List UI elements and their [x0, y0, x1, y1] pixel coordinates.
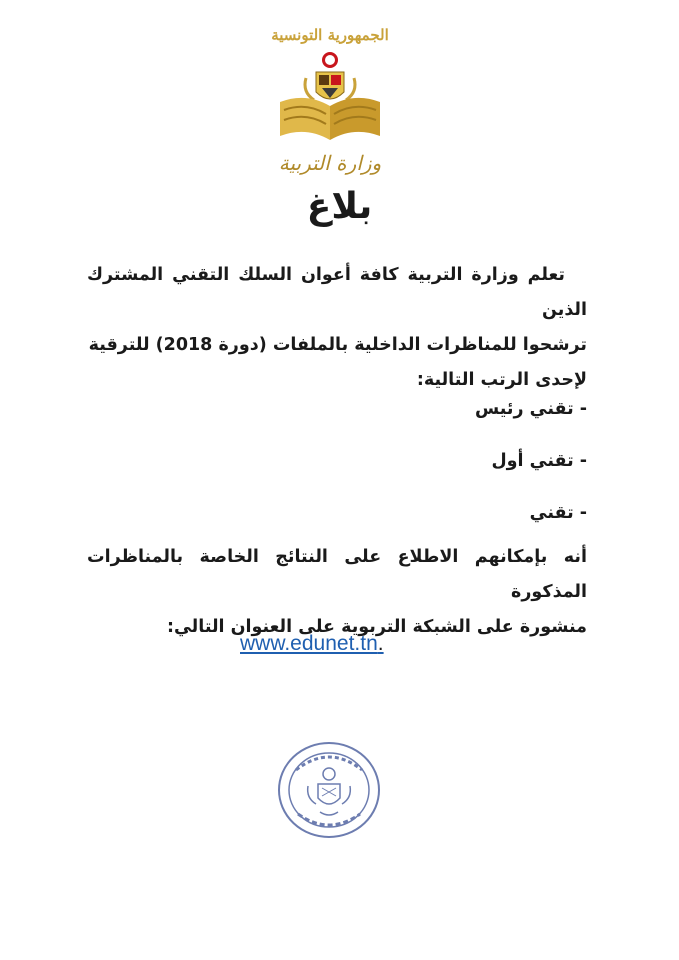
intro-line-2: ترشحوا للمناظرات الداخلية بالملفات (دورة 2018) للترقية: [88, 335, 587, 355]
grade-item-first-technician: - تقني أول: [491, 451, 587, 471]
edunet-link-text[interactable]: www.edunet.tn: [240, 632, 378, 655]
ministry-label: وزارة التربية: [278, 151, 382, 175]
republic-label: الجمهورية التونسية: [271, 26, 389, 44]
ministry-logo: [262, 22, 398, 182]
grade-item-head-technician: - تقني رئيس: [475, 399, 587, 419]
page-title: بلاغ: [306, 186, 373, 227]
outro-paragraph: [87, 540, 587, 645]
intro-paragraph: [87, 258, 587, 398]
outro-line-2: منشورة على الشبكة التربوية على العنوان التالي:: [166, 617, 587, 637]
open-book-icon: [280, 98, 380, 140]
coat-of-arms-icon: [305, 52, 355, 100]
grades-list: [287, 392, 587, 548]
stamp-seal-icon: [279, 743, 379, 837]
edunet-link[interactable]: [240, 632, 384, 656]
intro-line-1: تعلم وزارة التربية كافة أعوان السلك التقني المشترك الذين: [87, 265, 587, 320]
outro-line-1: أنه بإمكانهم الاطلاع على النتائج الخاصة بالمناظرات المذكورة: [87, 547, 587, 602]
intro-line-3: لإحدى الرتب التالية:: [416, 370, 587, 390]
grade-item-technician: - تقني: [529, 503, 587, 523]
edunet-link-period: .: [377, 632, 384, 655]
official-stamp: [276, 740, 382, 840]
